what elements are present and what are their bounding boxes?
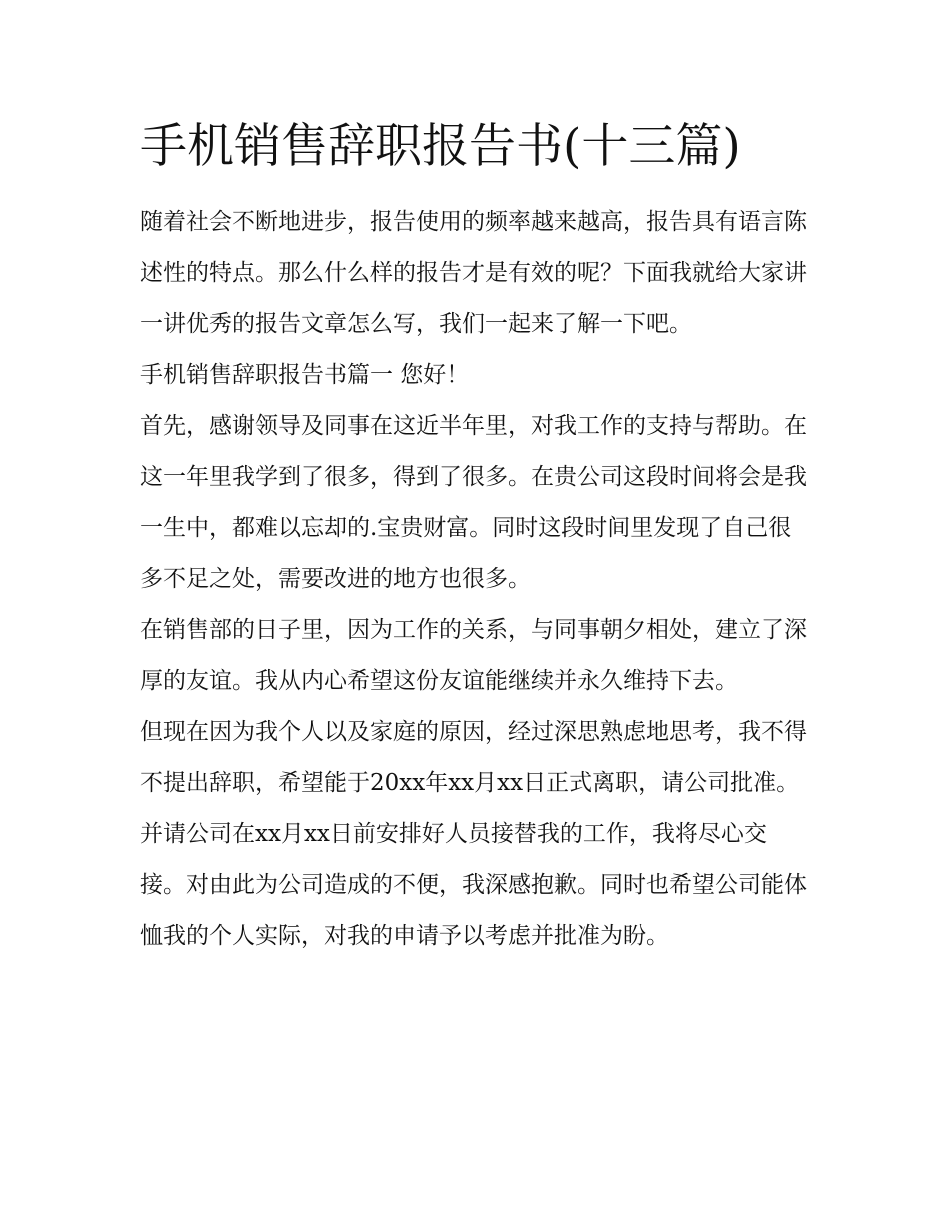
paragraph-friendship: 在销售部的日子里，因为工作的关系，与同事朝夕相处，建立了深厚的友谊。我从内心希望这份友谊能继续并永久维持下去。: [140, 617, 807, 694]
paragraph-intro: 随着社会不断地进步，报告使用的频率越来越高，报告具有语言陈述性的特点。那么什么样的报告才是有效的呢？下面我就给大家讲一讲优秀的报告文章怎么写，我们一起来了解一下吧。: [140, 209, 807, 337]
document-body: [140, 197, 812, 962]
paragraph-thanks: 首先，感谢领导及同事在这近半年里，对我工作的支持与帮助。在这一年里我学到了很多，得到了很多。在贵公司这段时间将会是我一生中，都难以忘却的.宝贵财富。同时这段时间里发现了自己很多不足之处，需要改进的地方也很多。: [140, 413, 807, 592]
document-title: 手机销售辞职报告书(十三篇): [140, 119, 741, 174]
paragraph-resignation-request: 但现在因为我个人以及家庭的原因，经过深思熟虑地思考，我不得不提出辞职，希望能于20xx年xx月xx日正式离职，请公司批准。并请公司在xx月xx日前安排好人员接替我的工作，我将尽心交接。对由此为公司造成的不便，我深感抱歉。同时也希望公司能体恤我的个人实际，对我的申请予以考虑并批准为盼。: [140, 719, 807, 949]
paragraph-salutation: 手机销售辞职报告书篇一 您好！: [140, 362, 470, 388]
